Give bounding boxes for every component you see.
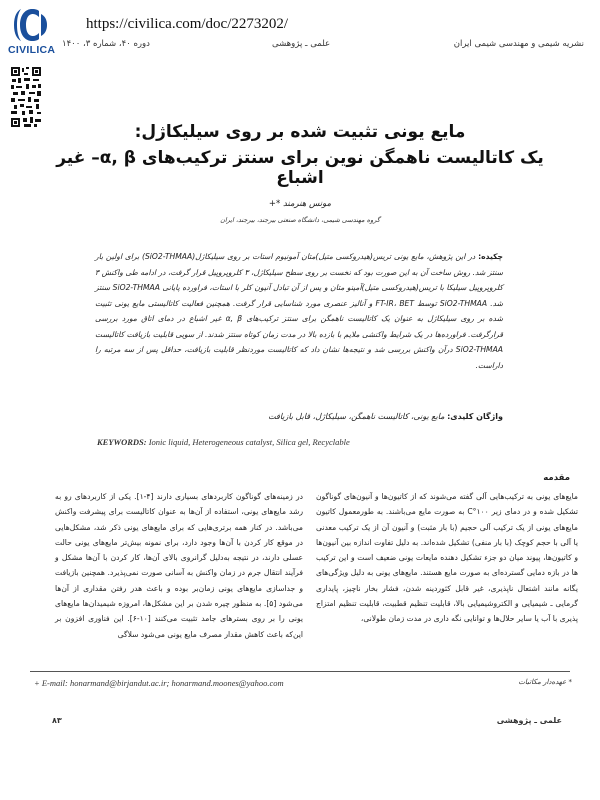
- civilica-logo-text: CIVILICA: [8, 44, 56, 56]
- keywords-english-text: Ionic liquid, Heterogeneous catalyst, Silica gel, Recyclable: [148, 437, 350, 447]
- abstract: [95, 249, 503, 373]
- qr-code-icon[interactable]: [10, 66, 42, 128]
- volume-issue: دوره ۴۰، شماره ۳، ۱۴۰۰: [62, 39, 150, 49]
- keywords-persian-label: واژگان کلیدی:: [447, 412, 503, 421]
- abstract-label: چکیده:: [478, 252, 503, 261]
- corresponding-author-note: * عهده‌دار مکاتبات: [518, 678, 572, 686]
- keywords-english: [97, 437, 350, 447]
- intro-heading: مقدمه: [543, 473, 570, 483]
- keywords-persian: [95, 412, 503, 421]
- civilica-c-icon: [12, 8, 52, 42]
- author-email: + E-mail: honarmand@birjandut.ac.ir; honarmand.moones@yahoo.com: [34, 678, 284, 688]
- abstract-text: در این پژوهش، مایع یونی تریس(هیدروکسی متیل)متان آمونیوم استات بر روی سیلیکاژل(SiO2-THMAA) برای اولین بار سنتز شد. روش ساخت آن به این صورت بود که نخست بر روی سطح سیلیکاژل، ۳ کلروپروپیل قرار گرفت، در ادامه طی واکنش ۳ کلروپروپیل سیلیکا با تریس(هیدروکسی متیل)آمینو متان و پس از آن تبادل آنیون کلر با استات، فراورده پایانی SiO2-THMAA سنتز شد. SiO2-THMAA توسط FT-IR، BET و آنالیز عنصری مورد شناسایی قرار گرفت. همچنین فعالیت کاتالیستی مایع یونی تثبیت شده بر روی سیلیکاژل به عنوان یک کاتالیست ناهمگن برای سنتز ترکیب‌های α, β غیر اشباع در دمای اتاق مورد بررسی قرارگرفت. فراورده‌ها در یک شرایط واکنشی ملایم با بازده بالا در مدت زمان کوتاه سنتز شدند. از سویی قابلیت بازیافت کاتالیست SiO2-THMAA درآن واکنش بررسی شد و نتیجه‌ها نشان داد که کاتالیست موردنظر قابلیت بازیافت، حداقل پس از سه مرتبه را داراست.: [95, 252, 503, 370]
- intro-left-column: در زمینه‌های گوناگون کاربردهای بسیاری دارند [۴-۱]. یکی از کاربردهای رو به رشد مایع‌های یونی، استفاده از آن‌ها به عنوان کاتالیست برای پیشرفت واکنش می‌باشد. در کنار همه برتری‌هایی که برای مایع‌های یونی ذکر شد، مشکل‌هایی در موقع کار کردن با آن‌ها وجود دارد، برای نمونه بیش‌تر مایع‌های یونی حالت عسلی دارند، در نتیجه به‌دلیل گرانروی بالای آن‌ها، کار کردن با آن‌ها مشکل و فرآیند انتقال جرم در زمان واکنش به آسانی صورت نمی‌پذیرد. همچنین بازیافت و جداسازی مایع‌های یونی زمان‌بر بوده و باعث هدر رفتن مقداری از آن‌ها می‌شود [۵]. به منظور چیره شدن بر این مشکل‌ها، امروزه شیمیدان‌ها مایع‌های یونی را بر روی بسترهای جامد تثبیت می‌کنند [۱۰-۶]. این فناوری افزون بر این‌که باعث کاهش مقدار مصرف مایع یونی می‌شود سلاگی: [55, 492, 303, 639]
- paper-title-line2: یک کاتالیست ناهمگن نوین برای سنتز ترکیب‌های α, β– غیر اشباع: [56, 148, 544, 188]
- keywords-english-label: KEYWORDS:: [97, 437, 147, 447]
- article-type: علمی ـ پژوهشی: [272, 39, 331, 49]
- keywords-persian-text: مایع یونی، کاتالیست ناهمگن، سیلیکاژل، قابل بازیافت: [268, 412, 445, 421]
- author-name: مونس هنرمند *+: [268, 199, 332, 209]
- paper-title-line1: مایع یونی تثبیت شده بر روی سیلیکاژل:: [134, 122, 466, 142]
- footer-article-type: علمی ـ پژوهشی: [496, 716, 562, 725]
- footnote-divider: [30, 671, 570, 672]
- journal-name: نشریه شیمی و مهندسی شیمی ایران: [453, 39, 584, 49]
- document-url[interactable]: https://civilica.com/doc/2273202/: [86, 16, 289, 32]
- author-affiliation: گروه مهندسی شیمی، دانشگاه صنعتی بیرجند، بیرجند، ایران: [220, 216, 380, 224]
- page-number: ۸۳: [52, 716, 62, 725]
- intro-right-column: مایع‌های یونی به ترکیب‌هایی آلی گفته می‌شوند که از کاتیون‌ها و آنیون‌های گوناگون تشکیل شده و در دمای زیر ۱۰۰°C به صورت مایع می‌باشند. به طورمعمول کاتیون مایع‌های یونی از یک ترکیب آلی حجیم (با بار مثبت) و آنیون آن از یک ترکیب معدنی یا آلی با حجم کوچک (با بار منفی) تشکیل شده‌اند. به دلیل تفاوت اندازه بین آنیون‌ها و کاتیون‌ها، پیوند میان دو جزء تشکیل دهنده مایعات یونی ضعیف است و این ترکیب ها در بازه دمایی گسترده‌ای به صورت مایع هستند. مایع‌های یونی به دلیل ویژگی‌های یگانه مانند اشتعال ناپذیری، غیر قابل کئوردینه شدن، فشار بخار ناچیز، پایداری گرمایی ـ شیمیایی و الکتروشیمیایی بالا، قابلیت تنظیم قطبیت، قابلیت تنظیم امتزاج پذیری با آب یا سایر حلال‌ها و توانایی نگه داری در مدت زمان طولانی،: [316, 492, 579, 624]
- civilica-logo: [6, 6, 56, 54]
